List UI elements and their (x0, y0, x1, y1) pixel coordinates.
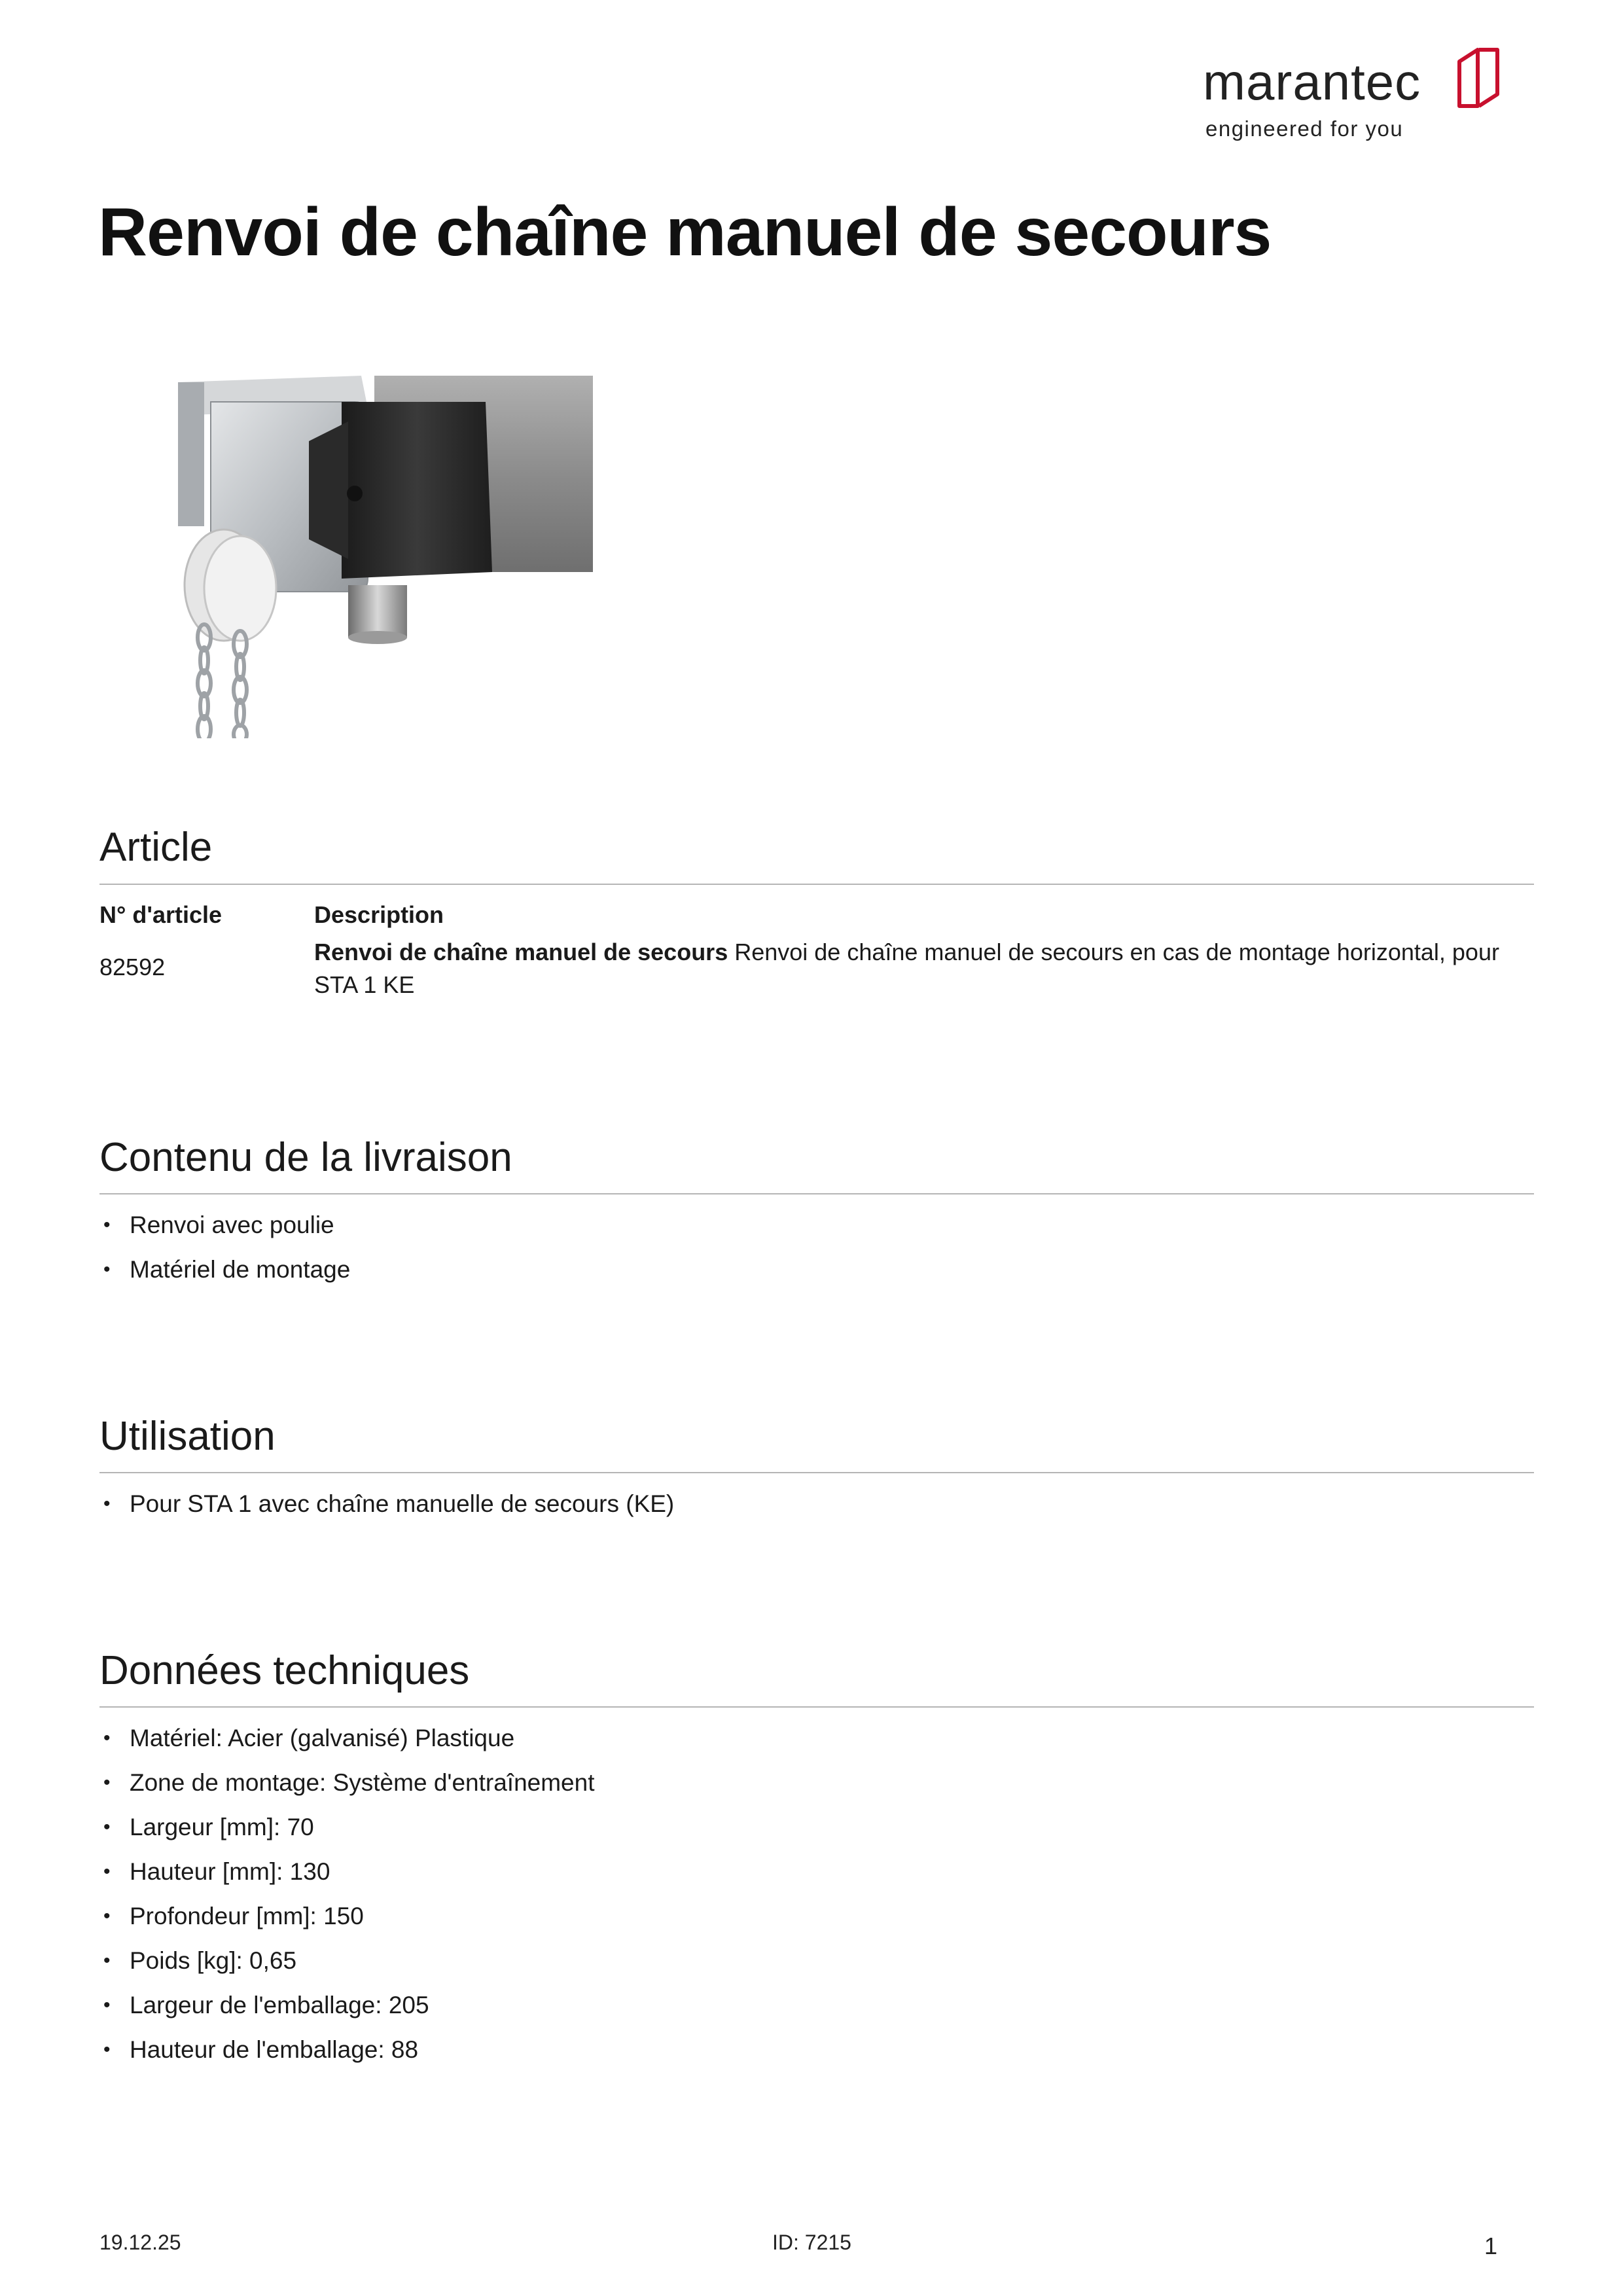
list-item-text: Matériel: Acier (galvanisé) Plastique (130, 1725, 515, 1751)
delivery-heading: Contenu de la livraison (99, 1135, 512, 1180)
list-item (99, 1203, 350, 1247)
delivery-list (99, 1203, 350, 1292)
bullet-icon: • (103, 1994, 111, 2016)
page-number: 1 (1484, 2233, 1498, 2259)
footer-date: 19.12.25 (99, 2231, 181, 2254)
divider (99, 1706, 1534, 1708)
list-item-text: Profondeur [mm]: 150 (130, 1903, 364, 1929)
bullet-icon: • (103, 1214, 111, 1236)
list-item (99, 1716, 594, 1761)
list-item-text: Poids [kg]: 0,65 (130, 1947, 297, 1974)
article-heading: Article (99, 825, 213, 870)
marantec-mark-icon (1455, 43, 1501, 113)
list-item-text: Hauteur [mm]: 130 (130, 1858, 330, 1885)
bullet-icon: • (103, 1816, 111, 1838)
list-item-text: Largeur [mm]: 70 (130, 1814, 314, 1840)
bullet-icon: • (103, 2039, 111, 2060)
article-description-bold: Renvoi de chaîne manuel de secours (314, 939, 728, 965)
list-item-text: Hauteur de l'emballage: 88 (130, 2036, 419, 2063)
list-item (99, 2028, 594, 2072)
bullet-icon: • (103, 1861, 111, 1882)
tech-heading: Données techniques (99, 1648, 470, 1693)
list-item (99, 1850, 594, 1894)
list-item (99, 1939, 594, 1983)
bullet-icon: • (103, 1772, 111, 1793)
tech-list (99, 1716, 594, 2072)
description-header: Description (314, 901, 444, 928)
article-number: 82592 (99, 954, 166, 980)
list-item-text: Matériel de montage (130, 1256, 351, 1283)
article-description (314, 936, 1531, 1001)
list-item (99, 1761, 594, 1805)
usage-heading: Utilisation (99, 1414, 276, 1459)
brand-name: marantec (1203, 53, 1421, 111)
brand-logo (1203, 43, 1504, 148)
divider (99, 1472, 1534, 1473)
list-item (99, 1482, 674, 1526)
list-item-text: Largeur de l'emballage: 205 (130, 1992, 429, 2018)
bullet-icon: • (103, 1950, 111, 1971)
divider (99, 1193, 1534, 1194)
list-item (99, 1247, 350, 1292)
list-item-text: Renvoi avec poulie (130, 1211, 334, 1238)
list-item-text: Pour STA 1 avec chaîne manuelle de secours (KE) (130, 1490, 675, 1517)
usage-list (99, 1482, 674, 1526)
bullet-icon: • (103, 1905, 111, 1927)
list-item (99, 1983, 594, 2028)
article-number-header: N° d'article (99, 901, 223, 928)
brand-tagline: engineered for you (1205, 117, 1404, 141)
divider (99, 884, 1534, 885)
chain-return-product-photo (99, 363, 593, 738)
footer-id: ID: 7215 (772, 2231, 851, 2254)
article-description-text: Renvoi de chaîne manuel de secours en cas de montage horizontal, pour STA 1 KE (314, 939, 1499, 998)
page-title: Renvoi de chaîne manuel de secours (98, 194, 1272, 270)
bullet-icon: • (103, 1259, 111, 1280)
list-item (99, 1894, 594, 1939)
bullet-icon: • (103, 1727, 111, 1749)
list-item (99, 1805, 594, 1850)
list-item-text: Zone de montage: Système d'entraînement (130, 1769, 595, 1796)
bullet-icon: • (103, 1493, 111, 1515)
